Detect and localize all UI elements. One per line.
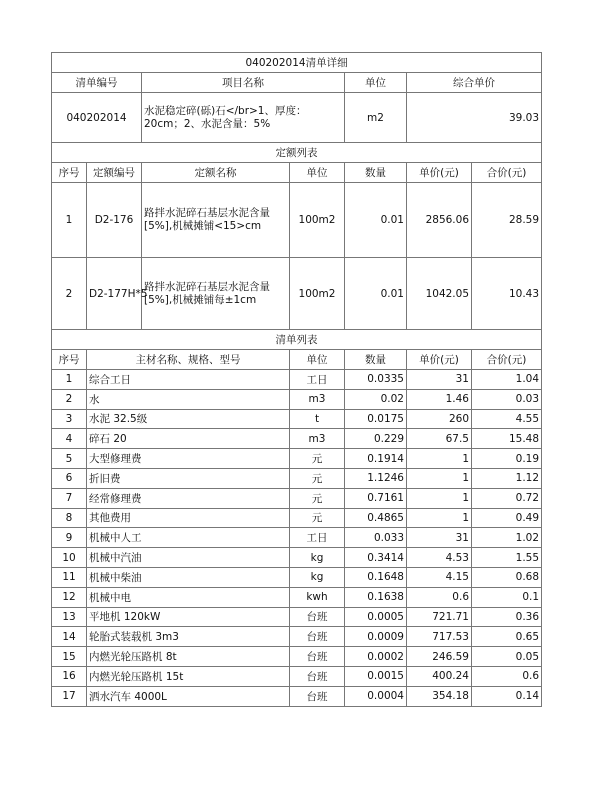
material-qty: 0.7161	[345, 488, 407, 508]
table-title: 040202014清单详细	[52, 53, 542, 73]
material-seq: 1	[52, 370, 87, 390]
material-qty: 0.0335	[345, 370, 407, 390]
material-total: 0.6	[472, 666, 542, 686]
material-total: 0.19	[472, 449, 542, 469]
material-total: 0.49	[472, 508, 542, 528]
material-header-qty: 数量	[345, 350, 407, 370]
material-unit-price: 717.53	[407, 627, 472, 647]
material-unit: 台班	[290, 607, 345, 627]
quota-name: 路拌水泥碎石基层水泥含量[5%],机械摊铺每±1cm	[142, 258, 290, 330]
material-qty: 0.0002	[345, 647, 407, 667]
material-total: 0.03	[472, 389, 542, 409]
material-row	[52, 548, 542, 568]
material-row	[52, 409, 542, 429]
quota-qty: 0.01	[345, 258, 407, 330]
material-rows	[52, 370, 542, 707]
material-unit: 元	[290, 468, 345, 488]
material-total: 0.72	[472, 488, 542, 508]
quota-row	[52, 258, 542, 330]
material-unit-price: 4.15	[407, 567, 472, 587]
quota-total: 28.59	[472, 183, 542, 258]
material-row	[52, 488, 542, 508]
material-seq: 8	[52, 508, 87, 528]
material-unit-price: 246.59	[407, 647, 472, 667]
material-name: 折旧费	[87, 468, 290, 488]
material-unit: kg	[290, 548, 345, 568]
material-unit-price: 31	[407, 528, 472, 548]
material-qty: 0.1638	[345, 587, 407, 607]
material-unit-price: 4.53	[407, 548, 472, 568]
material-seq: 4	[52, 429, 87, 449]
material-row	[52, 607, 542, 627]
quota-name: 路拌水泥碎石基层水泥含量[5%],机械摊铺<15>cm	[142, 183, 290, 258]
material-row	[52, 508, 542, 528]
quota-header-code: 定额编号	[87, 163, 142, 183]
quota-seq: 1	[52, 183, 87, 258]
material-qty: 1.1246	[345, 468, 407, 488]
quota-section-title: 定额列表	[52, 143, 542, 163]
material-qty: 0.033	[345, 528, 407, 548]
quota-header-qty: 数量	[345, 163, 407, 183]
material-unit: 元	[290, 508, 345, 528]
quota-header-unit-price: 单价(元)	[407, 163, 472, 183]
material-unit-price: 721.71	[407, 607, 472, 627]
material-qty: 0.0005	[345, 607, 407, 627]
material-header-unit-price: 单价(元)	[407, 350, 472, 370]
material-qty: 0.229	[345, 429, 407, 449]
list-item-name: 水泥稳定碎(砾)石</br>1、厚度：20cm；2、水泥含量：5%	[142, 93, 345, 143]
material-seq: 7	[52, 488, 87, 508]
material-qty: 0.4865	[345, 508, 407, 528]
material-unit-price: 1	[407, 449, 472, 469]
material-row	[52, 666, 542, 686]
material-unit-price: 0.6	[407, 587, 472, 607]
material-name: 机械中电	[87, 587, 290, 607]
material-total: 0.05	[472, 647, 542, 667]
quota-header-seq: 序号	[52, 163, 87, 183]
material-unit: 工日	[290, 528, 345, 548]
material-name: 平地机 120kW	[87, 607, 290, 627]
material-name: 水	[87, 389, 290, 409]
quota-total: 10.43	[472, 258, 542, 330]
quota-unit-price: 2856.06	[407, 183, 472, 258]
material-unit: m3	[290, 429, 345, 449]
material-total: 1.04	[472, 370, 542, 390]
header-combined-price: 综合单价	[407, 73, 542, 93]
material-row	[52, 429, 542, 449]
material-header-total: 合价(元)	[472, 350, 542, 370]
material-unit: t	[290, 409, 345, 429]
material-seq: 17	[52, 686, 87, 706]
material-name: 机械中柴油	[87, 567, 290, 587]
material-unit-price: 260	[407, 409, 472, 429]
material-seq: 9	[52, 528, 87, 548]
material-row	[52, 567, 542, 587]
quota-unit: 100m2	[290, 183, 345, 258]
material-unit: 工日	[290, 370, 345, 390]
material-unit: m3	[290, 389, 345, 409]
header-item-name: 项目名称	[142, 73, 345, 93]
material-unit-price: 31	[407, 370, 472, 390]
material-row	[52, 468, 542, 488]
quota-header-unit: 单位	[290, 163, 345, 183]
material-row	[52, 686, 542, 706]
quota-unit-price: 1042.05	[407, 258, 472, 330]
material-section-title: 清单列表	[52, 330, 542, 350]
material-name: 其他费用	[87, 508, 290, 528]
material-unit: 台班	[290, 647, 345, 667]
list-item-unit: m2	[345, 93, 407, 143]
material-unit-price: 1.46	[407, 389, 472, 409]
material-qty: 0.0009	[345, 627, 407, 647]
material-row	[52, 587, 542, 607]
material-qty: 0.0015	[345, 666, 407, 686]
material-qty: 0.02	[345, 389, 407, 409]
material-unit: kwh	[290, 587, 345, 607]
quota-qty: 0.01	[345, 183, 407, 258]
material-total: 0.14	[472, 686, 542, 706]
material-header-name: 主材名称、规格、型号	[87, 350, 290, 370]
quota-header-total: 合价(元)	[472, 163, 542, 183]
material-name: 内燃光轮压路机 15t	[87, 666, 290, 686]
material-row	[52, 647, 542, 667]
material-name: 大型修理费	[87, 449, 290, 469]
material-seq: 12	[52, 587, 87, 607]
material-name: 碎石 20	[87, 429, 290, 449]
material-name: 经常修理费	[87, 488, 290, 508]
material-unit-price: 1	[407, 468, 472, 488]
material-row	[52, 389, 542, 409]
material-name: 内燃光轮压路机 8t	[87, 647, 290, 667]
material-total: 0.65	[472, 627, 542, 647]
material-qty: 0.1914	[345, 449, 407, 469]
material-total: 1.55	[472, 548, 542, 568]
material-total: 0.36	[472, 607, 542, 627]
material-unit: 元	[290, 449, 345, 469]
material-qty: 0.0004	[345, 686, 407, 706]
material-seq: 5	[52, 449, 87, 469]
material-seq: 10	[52, 548, 87, 568]
material-total: 15.48	[472, 429, 542, 449]
material-total: 0.68	[472, 567, 542, 587]
material-seq: 13	[52, 607, 87, 627]
material-total: 4.55	[472, 409, 542, 429]
material-total: 0.1	[472, 587, 542, 607]
material-name: 轮胎式装载机 3m3	[87, 627, 290, 647]
material-total: 1.12	[472, 468, 542, 488]
material-total: 1.02	[472, 528, 542, 548]
material-seq: 3	[52, 409, 87, 429]
material-seq: 15	[52, 647, 87, 667]
material-unit-price: 354.18	[407, 686, 472, 706]
quota-seq: 2	[52, 258, 87, 330]
material-unit: kg	[290, 567, 345, 587]
material-seq: 14	[52, 627, 87, 647]
material-seq: 11	[52, 567, 87, 587]
material-seq: 6	[52, 468, 87, 488]
material-row	[52, 370, 542, 390]
material-unit: 元	[290, 488, 345, 508]
material-unit: 台班	[290, 666, 345, 686]
list-item-price: 39.03	[407, 93, 542, 143]
material-row	[52, 449, 542, 469]
quota-unit: 100m2	[290, 258, 345, 330]
material-row	[52, 528, 542, 548]
list-item-code: 040202014	[52, 93, 142, 143]
quota-row	[52, 183, 542, 258]
material-name: 水泥 32.5级	[87, 409, 290, 429]
quota-code: D2-177H*5	[87, 258, 142, 330]
quota-header-name: 定额名称	[142, 163, 290, 183]
material-unit-price: 1	[407, 508, 472, 528]
header-unit: 单位	[345, 73, 407, 93]
material-unit-price: 400.24	[407, 666, 472, 686]
material-header-seq: 序号	[52, 350, 87, 370]
material-unit-price: 67.5	[407, 429, 472, 449]
material-seq: 16	[52, 666, 87, 686]
detail-table	[51, 52, 542, 707]
material-header-unit: 单位	[290, 350, 345, 370]
material-qty: 0.0175	[345, 409, 407, 429]
material-unit: 台班	[290, 686, 345, 706]
material-name: 机械中人工	[87, 528, 290, 548]
quota-code: D2-176	[87, 183, 142, 258]
material-name: 机械中汽油	[87, 548, 290, 568]
material-name: 洒水汽车 4000L	[87, 686, 290, 706]
material-seq: 2	[52, 389, 87, 409]
header-list-code: 清单编号	[52, 73, 142, 93]
material-name: 综合工日	[87, 370, 290, 390]
material-qty: 0.1648	[345, 567, 407, 587]
material-unit-price: 1	[407, 488, 472, 508]
material-unit: 台班	[290, 627, 345, 647]
material-qty: 0.3414	[345, 548, 407, 568]
material-row	[52, 627, 542, 647]
